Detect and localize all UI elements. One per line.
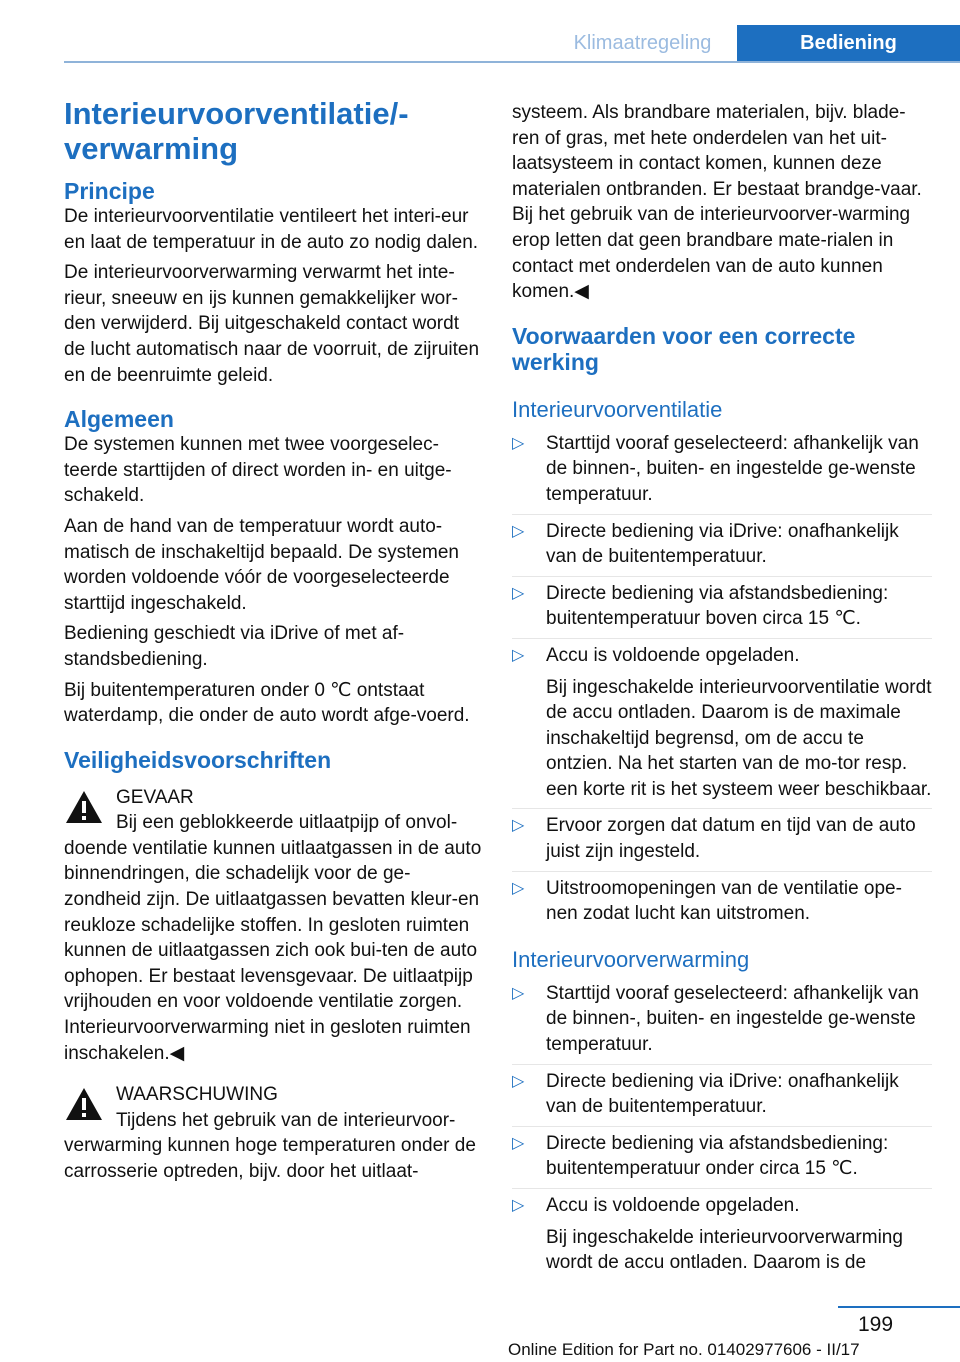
list-item: ▷ Directe bediening via iDrive: onafhankelijk van de buitentemperatuur. xyxy=(512,514,932,570)
warning-block-gevaar xyxy=(64,785,482,1067)
list-item: ▷ Ervoor zorgen dat datum en tijd van de auto juist zijn ingesteld. xyxy=(512,808,932,864)
edition-note: Online Edition for Part no. 01402977606 - II/17 xyxy=(508,1340,860,1359)
triangle-right-icon: ▷ xyxy=(512,984,525,1002)
list-item: ▷ Accu is voldoende opgeladen. Bij ingeschakelde interieurvoorverwarming wordt de accu ontladen. Daarom is de xyxy=(512,1188,932,1276)
heading-voorwaarden: Voorwaarden voor een correcte werking xyxy=(512,322,856,375)
right-column xyxy=(512,100,932,1276)
list-verwarming xyxy=(512,981,932,1276)
warning-text-waarschuwing: Tijdens het gebruik van de interieurvoor-verwarming kunnen hoge temperaturen onder de carrosserie optreden, bijv. door het uitlaat- xyxy=(64,1109,476,1182)
triangle-right-icon: ▷ xyxy=(512,1072,525,1090)
algemeen-paragraph-1: De systemen kunnen met twee voorgeselec-teerde starttijden of direct worden in- en uitge-schakeld. xyxy=(64,434,452,507)
algemeen-paragraph-3: Bediening geschiedt via iDrive of met af-standsbediening. xyxy=(64,623,405,670)
list-item: ▷ Uitstroomopeningen van de ventilatie ope-nen zodat lucht kan uitstromen. xyxy=(512,871,932,927)
warning-triangle-icon xyxy=(64,789,104,825)
footer-divider xyxy=(838,1306,960,1308)
list-item: ▷ Accu is voldoende opgeladen. Bij ingeschakelde interieurvoorventilatie wordt de accu ontladen. Daarom is de maximale inschakeltijd begrensd, om de accu te ontzien. Na het starten van de mo-tor resp. een korte rit is het systeem weer beschikbaar. xyxy=(512,638,932,803)
triangle-right-icon: ▷ xyxy=(512,646,525,664)
page-title: Interieurvoorventilatie/-verwarming xyxy=(64,96,409,166)
warning-title-gevaar: GEVAAR xyxy=(116,786,194,808)
heading-algemeen: Algemeen xyxy=(64,406,174,433)
algemeen-paragraph-2: Aan de hand van de temperatuur wordt auto-matisch de inschakeltijd bepaald. De systemen worden voldoende vóór de voorgeselecteerde starttijd ingeschakeld. xyxy=(64,515,459,614)
list-item: ▷ Directe bediening via afstandsbediening: buitentemperatuur boven circa 15 ℃. xyxy=(512,576,932,632)
accu-note-ventilatie: Bij ingeschakelde interieurvoorventilatie wordt de accu ontladen. Daarom is de maximale inschakeltijd begrensd, om de accu te ontzien. Na het starten van de mo-tor resp. een korte rit is het systeem weer beschikbaar. xyxy=(546,676,932,800)
list-item: ▷ Starttijd vooraf geselecteerd: afhankelijk van de binnen-, buiten- en ingestelde ge-wenste temperatuur. xyxy=(512,982,919,1056)
warning-block-waarschuwing xyxy=(64,1082,482,1184)
heading-interieurvoorverwarming: Interieurvoorverwarming xyxy=(512,946,750,972)
triangle-right-icon: ▷ xyxy=(512,1197,525,1214)
principe-paragraph-2: De interieurvoorverwarming verwarmt het inte-rieur, sneeuw en ijs kunnen gemakkelijker wor-den verwijderd. Bij uitgeschakeld contact wordt de lucht automatisch naar de voorruit, de zijruiten en de beenruimte geleid. xyxy=(64,262,480,386)
heading-interieurvoorventilatie: Interieurvoorventilatie xyxy=(512,396,723,422)
triangle-right-icon: ▷ xyxy=(512,817,525,835)
heading-principe: Principe xyxy=(64,178,155,204)
tab-klimaatregeling[interactable]: Klimaatregeling xyxy=(573,32,712,54)
warning-text-gevaar: Bij een geblokkeerde uitlaatpijp of onvol-doende ventilatie kunnen uitlaatgassen in de auto binnendringen, die schadelijk voor de ge-zondheid zijn. De uitlaatgassen bevatten kleur-en reukloze schadelijke stoffen. In gesloten ruimten kunnen de uitlaatgassen zich ook bui-ten de auto ophopen. Er bestaat levensgevaar. De uitlaatpijp vrijhouden en voor voldoende ventilatie zorgen. Interieurvoorverwarming niet in gesloten ruimten inschakelen.◀ xyxy=(64,812,482,1064)
triangle-right-icon: ▷ xyxy=(512,584,525,602)
header-divider xyxy=(64,61,960,63)
list-item: ▷ Directe bediening via iDrive: onafhankelijk van de buitentemperatuur. xyxy=(512,1064,932,1120)
list-item: ▷ Directe bediening via afstandsbediening: buitentemperatuur onder circa 15 ℃. xyxy=(512,1126,932,1182)
left-column xyxy=(64,96,482,1185)
triangle-right-icon: ▷ xyxy=(512,434,525,452)
triangle-right-icon: ▷ xyxy=(512,522,525,540)
warning-title-waarschuwing: WAARSCHUWING xyxy=(116,1084,278,1106)
principe-paragraph-1: De interieurvoorventilatie ventileert het interi-eur en laat de temperatuur in de auto zo nodig dalen. xyxy=(64,206,479,253)
list-item: ▷ Starttijd vooraf geselecteerd: afhankelijk van de binnen-, buiten- en ingestelde ge-wenste temperatuur. xyxy=(512,432,919,505)
algemeen-paragraph-4: Bij buitentemperaturen onder 0 ℃ ontstaat waterdamp, die onder de auto wordt afge-voerd. xyxy=(64,679,470,727)
warning-continuation: systeem. Als brandbare materialen, bijv. blade-ren of gras, met hete onderdelen van het uit-laatsysteem in contact komen, kunnen deze materialen ontbranden. Er bestaat brandge-vaar. Bij het gebruik van de interieurvoorver-warming erop letten dat geen brandbare mate-rialen in contact met onderdelen van de auto kunnen komen.◀ xyxy=(512,102,922,303)
triangle-right-icon: ▷ xyxy=(512,1134,525,1152)
tab-bediening[interactable]: Bediening xyxy=(737,25,960,61)
page-number: 199 xyxy=(858,1313,894,1336)
list-ventilatie xyxy=(512,431,932,927)
heading-veiligheidsvoorschriften: Veiligheidsvoorschriften xyxy=(64,746,332,773)
warning-triangle-icon xyxy=(64,1086,104,1122)
triangle-right-icon: ▷ xyxy=(512,879,525,897)
accu-note-verwarming: Bij ingeschakelde interieurvoorverwarming wordt de accu ontladen. Daarom is de xyxy=(546,1226,903,1274)
